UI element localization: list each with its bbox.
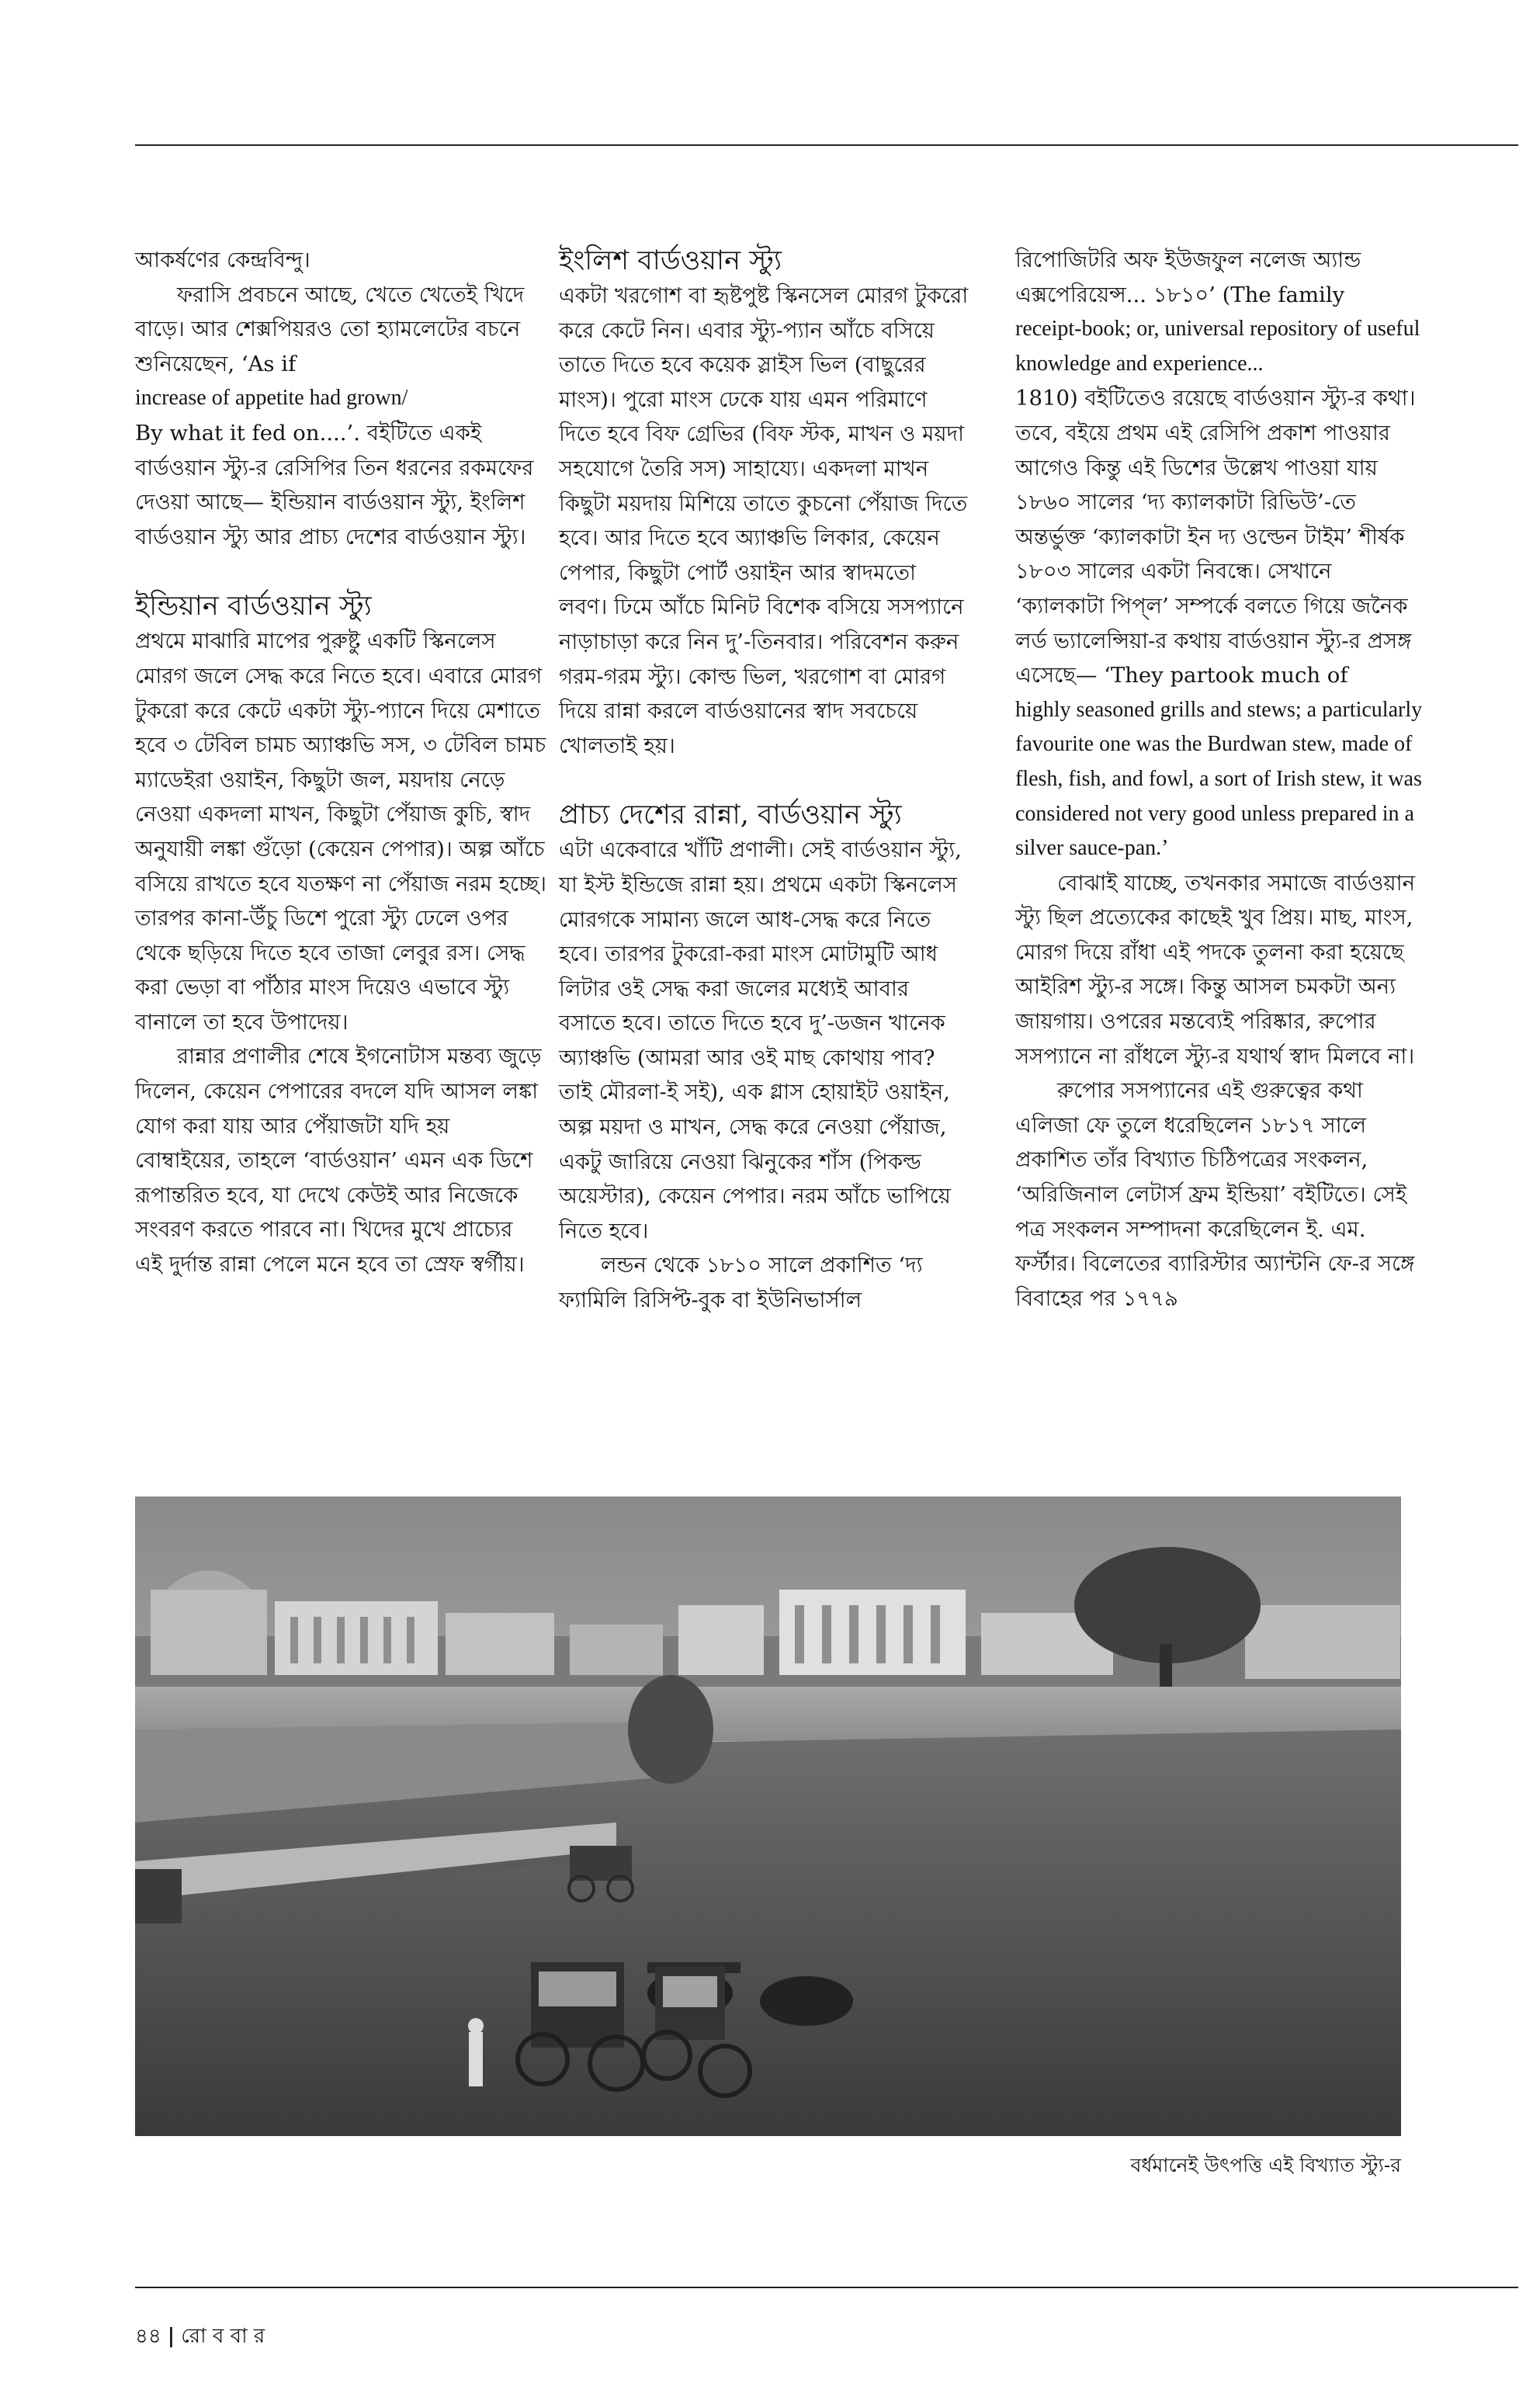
col2-paragraph-3: লন্ডন থেকে ১৮১০ সালে প্রকাশিত ‘দ্য ফ্যামিলি রিসিপ্ট-বুক বা ইউনিভার্সাল — [559, 1253, 923, 1313]
historic-calcutta-photo — [135, 1496, 1401, 2136]
column-2 — [559, 243, 970, 1318]
folio-separator: | — [167, 2325, 175, 2348]
col3-paragraph-2: বোঝাই যাচ্ছে, তখনকার সমাজে বার্ডওয়ান স্ট্যু ছিল প্রত্যেকের কাছেই খুব প্রিয়। মাছ, মাংস, মোরগ দিয়ে রাঁধা এই পদকে তুলনা করা হয়েছে আইরিশ স্ট্যু-র সঙ্গে। কিন্তু আসল চমকটা অন্য জায়গায়। ওপরের মন্তব্যেই পরিষ্কার, রুপোর সসপ্যানে না রাঁধলে স্ট্যু-র যথার্থ স্বাদ মিলবে না। — [1015, 870, 1415, 1069]
photo-illustration — [135, 1496, 1401, 2136]
col2-paragraph-2: এটা একেবারে খাঁটি প্রণালী। সেই বার্ডওয়ান স্ট্যু, যা ইস্ট ইন্ডিজে রান্না হয়। প্রথমে একটা স্কিনলেস মোরগকে সামান্য জলে আধ-সেদ্ধ করে নিতে হবে। তারপর টুকরো-করা মাংস মোটামুটি আধ লিটার ওই সেদ্ধ করা জলের মধ্যেই আবার বসাতে হবে। তাতে দিতে হবে দু’-ডজন খানেক অ্যাঞ্চভি (আমরা আর ওই মাছ কোথায় পাব? তাই মৌরলা-ই সই), এক গ্লাস হোয়াইট ওয়াইন, অল্প ময়দা ও মাখন, সেদ্ধ করে নেওয়া পেঁয়াজ, একটু জারিয়ে নেওয়া ঝিনুকের শাঁস (পিকল্ড অয়েস্টার), কেয়েন পেপার। নরম আঁচে ভাপিয়ে নিতে হবে। — [559, 838, 962, 1243]
col3-english-line: receipt-book; or, universal repository of useful knowledge and experience... — [1015, 317, 1420, 376]
col2-paragraph-1: একটা খরগোশ বা হৃষ্টপুষ্ট স্কিনসেল মোরগ টুকরো করে কেটে নিন। এবার স্ট্যু-প্যান আঁচে বসিয়ে তাতে দিতে হবে কয়েক স্লাইস ভিল (বাছুরের মাংস)। পুরো মাংস ঢেকে যায় এমন পরিমাণে দিতে হবে বিফ গ্রেভির (বিফ স্টক, মাখন ও ময়দা সহযোগে তৈরি সস) সাহায্যে। একদলা মাখন কিছুটা ময়দায় মিশিয়ে তাতে কুচনো পেঁয়াজ দিতে হবে। আর দিতে হবে অ্যাঞ্চভি লিকার, কেয়েন পেপার, কিছুটা পোর্ট ওয়াইন আর স্বাদমতো লবণ। ঢিমে আঁচে মিনিট বিশেক বসিয়ে সসপ্যানে নাড়াচাড়া করে নিন দু’-তিনবার। পরিবেশন করুন গরম-গরম স্ট্যু। কোল্ড ভিল, খরগোশ বা মোরগ দিয়ে রান্না করলে বার্ডওয়ানের স্বাদ সবচেয়ে খোলতাই হয়। — [559, 283, 969, 758]
col1-paragraph-2a: ফরাসি প্রবচনে আছে, খেতে খেতেই খিদে বাড়ে। আর শেক্সপিয়রও তো হ্যামলেটের বচনে শুনিয়েছেন, ‘As if — [135, 282, 525, 376]
photo-caption: বর্ধমানেই উৎপত্তি এই বিখ্যাত স্ট্যু-র — [1130, 2154, 1401, 2176]
top-rule — [135, 144, 1518, 146]
col3-paragraph-1c: 1810) বইটিতেও রয়েছে বার্ডওয়ান স্ট্যু-র কথা। তবে, বইয়ে প্রথম এই রেসিপি প্রকাশ পাওয়ার আগেও কিন্তু এই ডিশের উল্লেখ পাওয়া যায় ১৮৬০ সালের ‘দ্য ক্যালকাটা রিভিউ’-তে অন্তর্ভুক্ত ‘ক্যালকাটা ইন দ্য ওল্ডেন টাইম’ শীর্ষক ১৮০৩ সালের একটা নিবন্ধে। সেখানে ‘ক্যালকাটা পিপ্‌ল’ সম্পর্কে বলতে গিয়ে জনৈক লর্ড ভ্যালেন্সিয়া-র কথায় বার্ডওয়ান স্ট্যু-র প্রসঙ্গ এসেছে— ‘They partook much of — [1015, 386, 1416, 688]
magazine-title: রো ব বা র — [181, 2325, 265, 2348]
page-number: ৪৪ — [135, 2325, 161, 2348]
folio — [135, 2323, 265, 2350]
heading-oriental-stew: প্রাচ্য দেশের রান্না, বার্ডওয়ান স্ট্যু — [559, 799, 902, 831]
column-3 — [1015, 243, 1427, 1316]
bottom-rule — [135, 2287, 1518, 2288]
col1-paragraph-2c: By what it fed on....’. বইটিতে একই বার্ডওয়ান স্ট্যু-র রেসিপির তিন ধরনের রকমফের দেওয়া আছে— ইন্ডিয়ান বার্ডওয়ান স্ট্যু, ইংলিশ বার্ডওয়ান স্ট্যু আর প্রাচ্য দেশের বার্ডওয়ান স্ট্যু। — [135, 420, 534, 550]
col1-paragraph-3: প্রথমে মাঝারি মাপের পুরুষ্টু একটি স্কিনলেস মোরগ জলে সেদ্ধ করে নিতে হবে। এবারে মোরগ টুকরো করে কেটে একটা স্ট্যু-প্যানে দিয়ে মেশাতে হবে ৩ টেবিল চামচ অ্যাঞ্চভি সস, ৩ টেবিল চামচ ম্যাডেইরা ওয়াইন, কিছুটা জল, ময়দায় নেড়ে নেওয়া একদলা মাখন, কিছুটা পেঁয়াজ কুচি, স্বাদ অনুযায়ী লঙ্কা গুঁড়ো (কেয়েন পেপার)। অল্প আঁচে বসিয়ে রাখতে হবে যতক্ষণ না পেঁয়াজ নরম হচ্ছে। তারপর কানা-উঁচু ডিশে পুরো স্ট্যু ঢেলে ওপর থেকে ছড়িয়ে দিতে হবে তাজা লেবুর রস। সেদ্ধ করা ভেড়া বা পাঁঠার মাংস দিয়েও এভাবে স্ট্যু বানালে তা হবে উপাদেয়। — [135, 629, 546, 1035]
col3-english-quote: highly seasoned grills and stews; a particularly favourite one was the Burdwan stew, made of flesh, fish, and fowl, a sort of Irish stew, it was considered not very good unless prepared in a silver sauce-pan.’ — [1015, 697, 1423, 861]
col1-paragraph-1: আকর্ষণের কেন্দ্রবিন্দু। — [135, 248, 310, 272]
heading-english-stew: ইংলিশ বার্ডওয়ান স্ট্যু — [559, 245, 782, 276]
column-1 — [135, 243, 546, 1282]
col1-paragraph-4: রান্নার প্রণালীর শেষে ইগনোটাস মন্তব্য জুড়ে দিলেন, কেয়েন পেপারের বদলে যদি আসল লঙ্কা যোগ করা যায় আর পেঁয়াজটা যদি হয় বোম্বাইয়ের, তাহলে ‘বার্ডওয়ান’ এমন এক ডিশে রূপান্তরিত হবে, যা দেখে কেউই আর নিজেকে সংবরণ করতে পারবে না। খিদের মুখে প্রাচ্যের এই দুর্দান্ত রান্না পেলে মনে হবে তা স্রেফ স্বর্গীয়। — [135, 1044, 542, 1278]
col1-quote-line: increase of appetite had grown/ — [135, 386, 408, 411]
heading-indian-stew: ইন্ডিয়ান বার্ডওয়ান স্ট্যু — [135, 591, 372, 623]
col3-paragraph-3: রুপোর সসপ্যানের এই গুরুত্বের কথা এলিজা ফে তুলে ধরেছিলেন ১৮১৭ সালে প্রকাশিত তাঁর বিখ্যাত চিঠিপত্রের সংকলন, ‘অরিজিনাল লেটার্স ফ্রম ইন্ডিয়া’ বইটিতে। সেই পত্র সংকলন সম্পাদনা করেছিলেন ই. এম. ফর্স্টার। বিলেতের ব্যারিস্টার অ্যান্টনি ফে-র সঙ্গে বিবাহের পর ১৭৭৯ — [1015, 1078, 1415, 1311]
col3-paragraph-1a: রিপোজিটরি অফ ইউজফুল নলেজ অ্যান্ড এক্সপেরিয়েন্স... ১৮১০’ (The family — [1015, 248, 1361, 307]
